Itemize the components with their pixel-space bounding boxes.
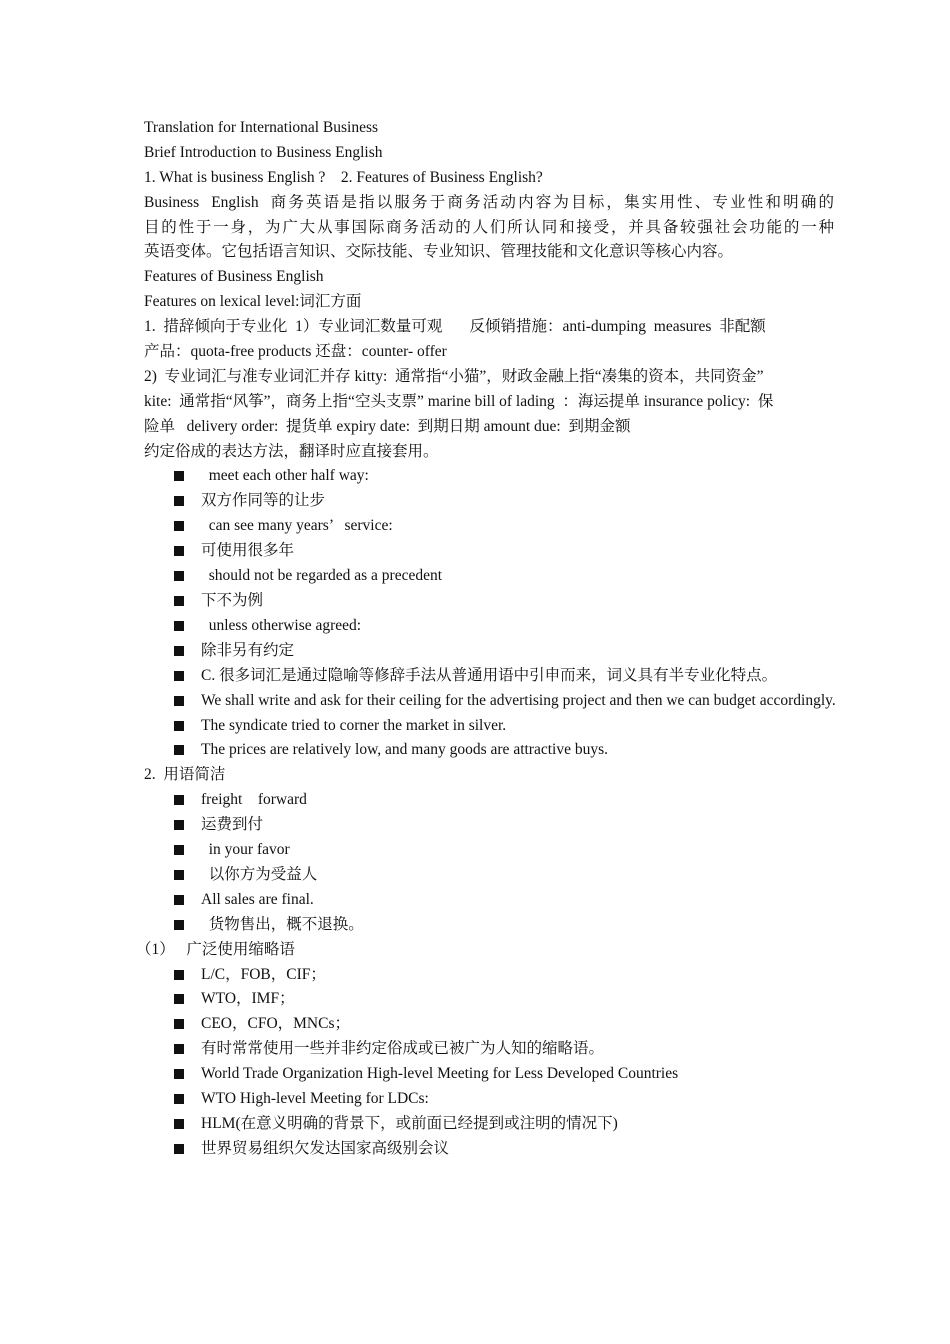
square-bullet-icon: [174, 496, 184, 506]
square-bullet-icon: [174, 920, 184, 930]
list-item: can see many years’ service:: [144, 514, 834, 539]
bullet-list-concise: [144, 788, 834, 937]
square-bullet-icon: [174, 1044, 184, 1054]
list-item: 货物售出，概不退换。: [144, 913, 834, 938]
list-item: World Trade Organization High-level Meeting for Less Developed Countries: [144, 1062, 834, 1087]
list-item: meet each other half way:: [144, 464, 834, 489]
list-item: 以你方为受益人: [144, 863, 834, 888]
definition-line-3: 英语变体。它包括语言知识、交际技能、专业知识、管理技能和文化意识等核心内容。: [144, 243, 734, 261]
square-bullet-icon: [174, 1069, 184, 1079]
list-item: All sales are final.: [144, 888, 834, 913]
square-bullet-icon: [174, 895, 184, 905]
list-item: 世界贸易组织欠发达国家高级别会议: [144, 1137, 834, 1162]
list-item: 除非另有约定: [144, 639, 834, 664]
list-item: C. 很多词汇是通过隐喻等修辞手法从普通用语中引申而来，词义具有半专业化特点。: [144, 664, 834, 689]
features-heading: Features of Business English: [144, 268, 324, 286]
list-item: in your favor: [144, 838, 834, 863]
list-item: L/C，FOB，CIF；: [144, 963, 834, 988]
square-bullet-icon: [174, 820, 184, 830]
square-bullet-icon: [174, 870, 184, 880]
list-item: freight forward: [144, 788, 834, 813]
list-item: We shall write and ask for their ceiling for the advertising project and then we can budget accordingly.: [144, 689, 842, 714]
convention-line: 约定俗成的表达方法，翻译时应直接套用。: [144, 442, 439, 460]
document-page: [136, 116, 836, 1162]
bullet-list-abbreviations: [144, 963, 834, 1162]
list-item: The syndicate tried to corner the market in silver.: [144, 714, 834, 739]
square-bullet-icon: [174, 845, 184, 855]
square-bullet-icon: [174, 970, 184, 980]
concise-heading: 2. 用语简洁: [144, 766, 226, 784]
square-bullet-icon: [174, 745, 184, 755]
square-bullet-icon: [174, 1144, 184, 1154]
list-item: 下不为例: [144, 589, 834, 614]
document-title: Translation for International Business: [144, 119, 379, 136]
square-bullet-icon: [174, 994, 184, 1004]
list-item: The prices are relatively low, and many goods are attractive buys.: [144, 738, 834, 763]
bullet-list-terms: [144, 464, 834, 763]
square-bullet-icon: [174, 546, 184, 556]
square-bullet-icon: [174, 646, 184, 656]
list-item: CEO，CFO，MNCs；: [144, 1012, 834, 1037]
abbreviation-heading: （1） 广泛使用缩略语: [136, 940, 295, 958]
square-bullet-icon: [174, 521, 184, 531]
list-item: 可使用很多年: [144, 539, 834, 564]
definition-line-1: Business English 商务英语是指以服务于商务活动内容为目标，集实用性、专业性和明确的: [144, 193, 834, 211]
item1-line-a: 1. 措辞倾向于专业化 1）专业词汇数量可观 反倾销措施：anti-dumping measures 非配额: [144, 318, 766, 336]
square-bullet-icon: [174, 571, 184, 581]
item2-line-c: 险单 delivery order: 提货单 expiry date: 到期日期 amount due: 到期金额: [144, 417, 631, 435]
square-bullet-icon: [174, 596, 184, 606]
square-bullet-icon: [174, 1019, 184, 1029]
square-bullet-icon: [174, 671, 184, 681]
square-bullet-icon: [174, 621, 184, 631]
list-item: WTO High-level Meeting for LDCs:: [144, 1087, 834, 1112]
definition-line-2: 目的性于一身，为广大从事国际商务活动的人们所认同和接受，并具备较强社会功能的一种: [144, 218, 834, 236]
item2-line-a: 2) 专业词汇与准专业词汇并存 kitty: 通常指“小猫”，财政金融上指“凑集的资本，共同资金”: [144, 367, 764, 385]
item1-line-b: 产品：quota-free products 还盘：counter- offer: [144, 343, 447, 361]
questions-line: 1. What is business English ? 2. Features of Business English?: [144, 168, 543, 186]
list-item: 双方作同等的让步: [144, 489, 834, 514]
square-bullet-icon: [174, 1094, 184, 1104]
list-item: unless otherwise agreed:: [144, 614, 834, 639]
item2-line-b: kite: 通常指“风筝”，商务上指“空头支票” marine bill of lading ：海运提单 insurance policy: 保: [144, 392, 774, 410]
intro-heading: Brief Introduction to Business English: [144, 143, 383, 161]
lexical-heading: Features on lexical level:词汇方面: [144, 293, 362, 311]
square-bullet-icon: [174, 721, 184, 731]
list-item: 运费到付: [144, 813, 834, 838]
square-bullet-icon: [174, 471, 184, 481]
square-bullet-icon: [174, 795, 184, 805]
square-bullet-icon: [174, 1119, 184, 1129]
list-item: should not be regarded as a precedent: [144, 564, 834, 589]
list-item: 有时常常使用一些并非约定俗成或已被广为人知的缩略语。: [144, 1037, 834, 1062]
list-item: HLM(在意义明确的背景下，或前面已经提到或注明的情况下): [144, 1112, 834, 1137]
list-item: WTO，IMF；: [144, 987, 834, 1012]
square-bullet-icon: [174, 696, 184, 706]
